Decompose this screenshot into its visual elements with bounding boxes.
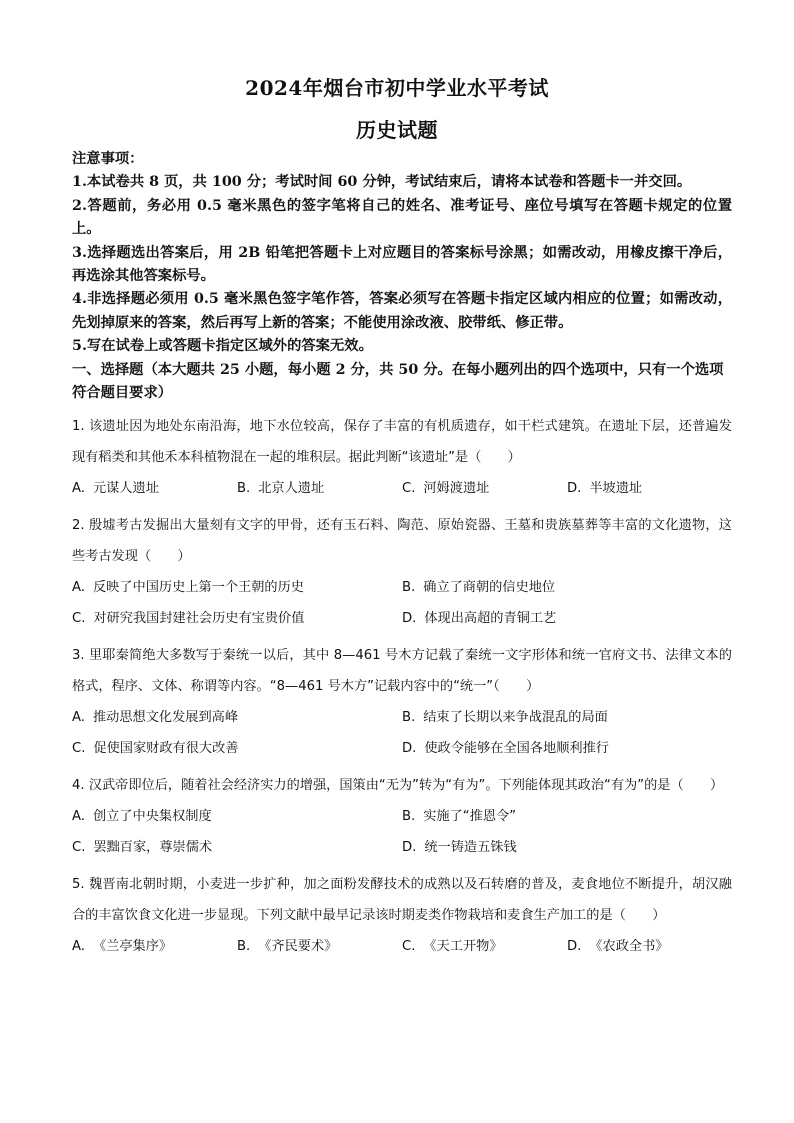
option-b xyxy=(237,473,402,504)
question-2 xyxy=(72,510,732,634)
option-c xyxy=(72,832,402,863)
option-a xyxy=(72,572,402,603)
option-label: D. xyxy=(402,741,417,757)
exam-title: 2024年烟台市初中学业水平考试 xyxy=(245,76,549,100)
question-stem: 5. 魏晋南北朝时期，小麦进一步扩种，加之面粉发酵技术的成熟以及石转磨的普及，麦食地位不断提升，胡汉融合的丰富饮食文化进一步显现。下列文献中最早记录该时期麦类作物栽培和麦食生产加工的是（ ） xyxy=(72,877,732,924)
option-label: A. xyxy=(72,481,85,497)
notice-block xyxy=(72,148,732,359)
option-label: A. xyxy=(72,809,85,825)
option-list xyxy=(72,801,732,863)
option-c xyxy=(402,931,567,962)
option-label: D. xyxy=(402,840,417,856)
notice-item: 5.写在试卷上或答题卡指定区域外的答案无效。 xyxy=(72,338,373,355)
question-stem: 4. 汉武帝即位后，随着社会经济实力的增强，国策由“无为”转为“有为”。下列能体现其政治“有为”的是（ ） xyxy=(72,778,724,794)
option-text: 结束了长期以来争战混乱的局面 xyxy=(423,710,608,726)
option-text: 北京人遗址 xyxy=(258,481,325,497)
option-a xyxy=(72,801,402,832)
option-label: C. xyxy=(72,840,86,856)
question-1 xyxy=(72,411,732,504)
option-d xyxy=(402,603,732,634)
option-d xyxy=(402,733,732,764)
option-label: C. xyxy=(402,939,416,955)
option-a xyxy=(72,931,237,962)
notice-item: 3.选择题选出答案后，用 2B 铅笔把答题卡上对应题目的答案标号涂黑；如需改动，用橡皮擦干净后，再选涂其他答案标号。 xyxy=(72,244,732,285)
option-text: 河姆渡遗址 xyxy=(423,481,490,497)
exam-subtitle: 历史试题 xyxy=(356,118,438,142)
question-stem: 1. 该遗址因为地处东南沿海，地下水位较高，保存了丰富的有机质遗存，如干栏式建筑。在遗址下层，还普遍发现有稻类和其他禾本科植物混在一起的堆积层。据此判断“该遗址”是（ ） xyxy=(72,419,732,466)
option-list xyxy=(72,702,732,764)
option-text: 对研究我国封建社会历史有宝贵价值 xyxy=(93,611,305,627)
option-c xyxy=(72,733,402,764)
question-4 xyxy=(72,770,732,863)
option-text: 元谋人遗址 xyxy=(92,481,159,497)
option-b xyxy=(402,572,732,603)
option-list xyxy=(72,931,732,962)
option-label: B. xyxy=(402,809,416,825)
option-text: 半坡遗址 xyxy=(589,481,643,497)
option-list xyxy=(72,473,732,504)
option-text: 《农政全书》 xyxy=(589,939,669,955)
option-label: D. xyxy=(402,611,417,627)
option-b xyxy=(402,801,732,832)
option-label: B. xyxy=(402,580,416,596)
option-text: 确立了商朝的信史地位 xyxy=(423,580,556,596)
notice-item: 1.本试卷共 8 页，共 100 分；考试时间 60 分钟，考试结束后，请将本试卷和答题卡一并交回。 xyxy=(72,174,692,191)
option-label: D. xyxy=(567,481,582,497)
option-label: B. xyxy=(237,481,251,497)
option-text: 统一铸造五铢钱 xyxy=(424,840,517,856)
notice-heading: 注意事项： xyxy=(72,151,144,167)
option-text: 《天工开物》 xyxy=(423,939,503,955)
option-label: A. xyxy=(72,710,85,726)
option-a xyxy=(72,473,237,504)
option-text: 反映了中国历史上第一个王朝的历史 xyxy=(92,580,304,596)
question-stem: 3. 里耶秦简绝大多数写于秦统一以后，其中 8—461 号木方记载了秦统一文字形体和统一官府文书、法律文本的格式，程序、文体、称谓等内容。“8—461 号木方”记载内容中的“统一”（ ） xyxy=(72,648,732,695)
notice-item: 2.答题前，务必用 0.5 毫米黑色的签字笔将自己的姓名、准考证号、座位号填写在答题卡规定的位置上。 xyxy=(72,197,732,238)
option-text: 实施了“推恩令” xyxy=(423,809,517,825)
question-5 xyxy=(72,869,732,962)
option-label: A. xyxy=(72,580,85,596)
option-text: 体现出高超的青铜工艺 xyxy=(424,611,557,627)
option-text: 推动思想文化发展到高峰 xyxy=(92,710,239,726)
option-label: D. xyxy=(567,939,582,955)
section-heading: 一、选择题（本大题共 25 小题，每小题 2 分，共 50 分。在每小题列出的四个选项中，只有一个选项符合题目要求） xyxy=(72,361,724,402)
notice-item: 4.非选择题必须用 0.5 毫米黑色签字笔作答，答案必须写在答题卡指定区域内相应的位置；如需改动，先划掉原来的答案，然后再写上新的答案；不能使用涂改液、胶带纸、修正带。 xyxy=(72,291,732,331)
option-list xyxy=(72,572,732,634)
option-b xyxy=(237,931,402,962)
option-text: 《齐民要术》 xyxy=(258,939,338,955)
option-c xyxy=(402,473,567,504)
option-label: B. xyxy=(402,710,416,726)
option-label: C. xyxy=(72,741,86,757)
option-b xyxy=(402,702,732,733)
option-label: A. xyxy=(72,939,85,955)
question-stem: 2. 殷墟考古发掘出大量刻有文字的甲骨，还有玉石料、陶范、原始瓷器、王墓和贵族墓葬等丰富的文化遗物，这些考古发现（ ） xyxy=(72,518,732,565)
option-text: 创立了中央集权制度 xyxy=(92,809,212,825)
option-text: 罢黜百家，尊崇儒术 xyxy=(93,840,213,856)
option-text: 使政令能够在全国各地顺利推行 xyxy=(424,741,609,757)
option-a xyxy=(72,702,402,733)
option-d xyxy=(567,473,732,504)
option-label: B. xyxy=(237,939,251,955)
option-d xyxy=(567,931,732,962)
option-label: C. xyxy=(72,611,86,627)
exam-content xyxy=(72,148,732,962)
option-text: 《兰亭集序》 xyxy=(92,939,173,955)
option-label: C. xyxy=(402,481,416,497)
option-text: 促使国家财政有很大改善 xyxy=(93,741,239,757)
option-c xyxy=(72,603,402,634)
option-d xyxy=(402,832,732,863)
question-3 xyxy=(72,640,732,764)
